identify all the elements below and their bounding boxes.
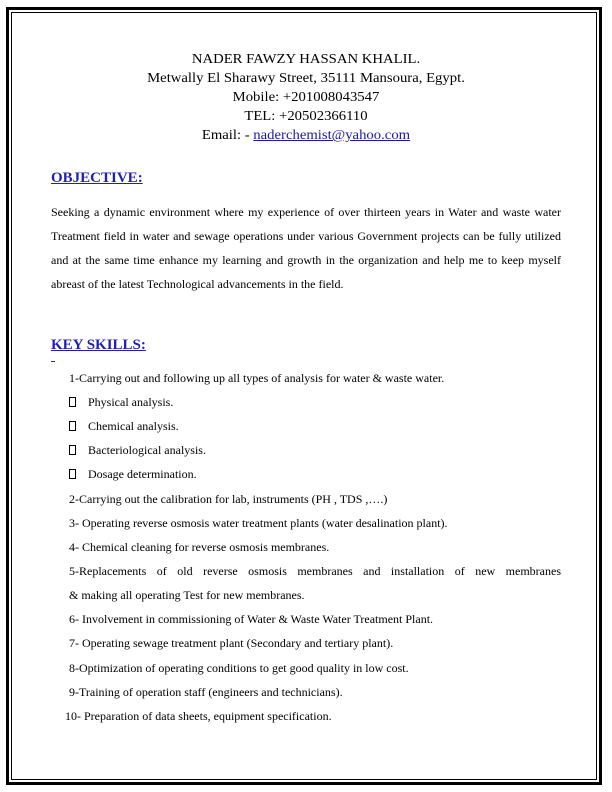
skill-item-2: 2-Carrying out the calibration for lab, instruments (PH , TDS ,….): [69, 492, 388, 506]
skill-item-6: 6- Involvement in commissioning of Water & Waste Water Treatment Plant.: [69, 612, 434, 626]
bullet-box-icon: [69, 445, 76, 455]
sub-item-physical: [69, 390, 173, 414]
sub-item-label: Bacteriological analysis.: [88, 443, 206, 457]
skill-item-9: 9-Training of operation staff (engineers and technicians).: [69, 685, 343, 699]
skill-item-5-line-1: 5-Replacements of old reverse osmosis membranes and installation of new membranes: [69, 564, 561, 578]
divider-mark: [51, 360, 55, 362]
skill-item-3: 3- Operating reverse osmosis water treatment plants (water desalination plant).: [69, 516, 448, 530]
skill-item-10: 10- Preparation of data sheets, equipment specification.: [65, 709, 332, 723]
telephone: TEL: +20502366110: [244, 109, 368, 124]
applicant-name: NADER FAWZY HASSAN KHALIL.: [191, 52, 421, 67]
skill-item-5-line-2: & making all operating Test for new membranes.: [69, 588, 305, 602]
bullet-box-icon: [69, 397, 76, 407]
skill-item-8: 8-Optimization of operating conditions to get good quality in low cost.: [69, 661, 409, 675]
mobile: Mobile: +201008043547: [232, 90, 380, 105]
objective-heading: OBJECTIVE:: [51, 170, 143, 186]
bullet-box-icon: [69, 469, 76, 479]
contact-header: [0, 50, 612, 145]
objective-text: Seeking a dynamic environment where my experience of over thirteen years in Water and waste water Treatment field in water and sewage operations under various Government projects can be fully utilized and at the same time enhance my learning and growth in the organization and help me to keep myself abreast of the latest Technological advancements in the field.: [51, 205, 561, 291]
sub-item-label: Dosage determination.: [88, 467, 197, 481]
email-link[interactable]: naderchemist@yahoo.com: [253, 128, 411, 143]
sub-item-dosage: [69, 462, 197, 486]
bullet-box-icon: [69, 421, 76, 431]
sub-item-bacteriological: [69, 438, 206, 462]
sub-item-label: Chemical analysis.: [88, 419, 179, 433]
key-skills-heading: KEY SKILLS:: [51, 337, 146, 353]
sub-item-label: Physical analysis.: [88, 395, 174, 409]
skill-item-4: 4- Chemical cleaning for reverse osmosis membranes.: [69, 540, 330, 554]
address: Metwally El Sharawy Street, 35111 Mansoura, Egypt.: [147, 71, 465, 86]
skill-item-7: 7- Operating sewage treatment plant (Secondary and tertiary plant).: [69, 636, 394, 650]
skill-item-1: 1-Carrying out and following up all types of analysis for water & waste water.: [69, 371, 445, 385]
sub-item-chemical: [69, 414, 179, 438]
email-prefix: Email: -: [201, 128, 254, 143]
email-line: [0, 126, 612, 145]
